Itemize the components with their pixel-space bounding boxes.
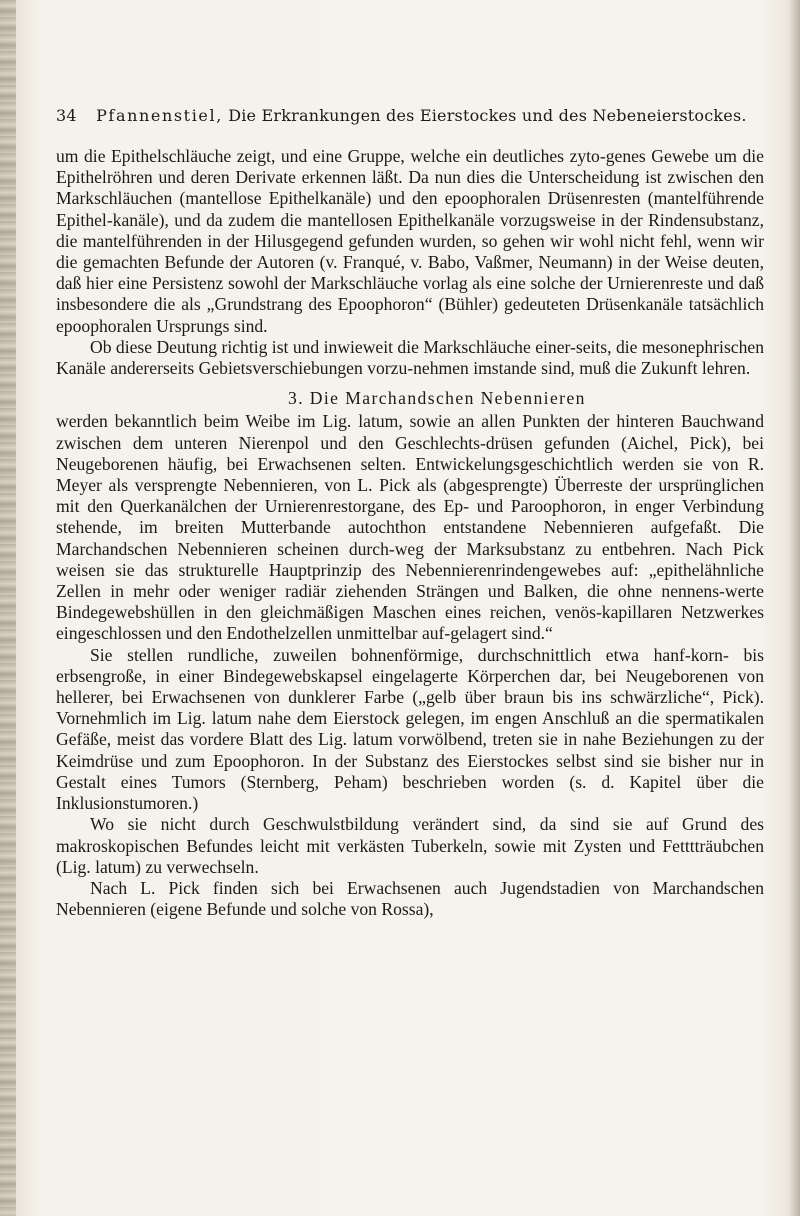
section-paragraph-2: Sie stellen rundliche, zuweilen bohnenförmige, durchschnittlich etwa hanf-korn- bis erbsengroße, in einer Bindegewebskapsel eingelagerte Körperchen dar, bei Neugeborenen von hellerer, bei Erwachsenen von dunklerer Farbe („gelb über braun bis ins schwärzliche“, Pick). Vornehmlich im Lig. latum nahe dem Eierstock gelegen, im engen Anschluß an die spermatikalen Gefäße, meist das vordere Blatt des Lig. latum vorwölbend, treten sie in nahe Beziehungen zu der Keimdrüse und zum Epoophoron. In der Substanz des Eierstockes selbst sind sie bisher nur in Gestalt eines Tumors (Sternberg, Peham) beschrieben worden (s. d. Kapitel über die Inklusionstumoren.) [56, 644, 764, 814]
paragraph-2: Ob diese Deutung richtig ist und inwieweit die Markschläuche einer-seits, die mesonephrischen Kanäle andererseits Gebietsverschiebungen vorzu-nehmen imstande sind, muß die Zukunft lehren. [56, 336, 764, 379]
page-number: 34 [56, 106, 77, 125]
body-text [56, 146, 764, 920]
book-binding-edge [0, 0, 16, 1216]
header-author: Pfannenstiel, [96, 106, 223, 125]
section-paragraph-4: Nach L. Pick finden sich bei Erwachsenen auch Jugendstadien von Marchandschen Nebennieren (eigene Befunde und solche von Rossa), [56, 877, 764, 920]
page-right-edge [790, 0, 800, 1216]
section-paragraph-3: Wo sie nicht durch Geschwulstbildung verändert sind, da sind sie auf Grund des makroskopischen Befundes leicht mit verkästen Tuberkeln, sowie mit Zysten und Fetttträubchen (Lig. latum) zu verwechseln. [56, 814, 764, 877]
paragraph-1: um die Epithelschläuche zeigt, und eine Gruppe, welche ein deutliches zyto-genes Gewebe um die Epithelröhren und deren Derivate erkennen läßt. Da nun dies die Unterscheidung ist zwischen den Markschläuchen (mantellose Epithelkanäle) und den epoophoralen Drüsenresten (mantelführende Epithel-kanäle), und da zudem die mantellosen Epithelkanäle vorzugsweise in der Rindensubstanz, die mantelführenden in der Hilusgegend gefunden wurden, so gehen wir wohl nicht fehl, wenn wir die gemachten Befunde der Autoren (v. Franqué, v. Babo, Vaßmer, Neumann) in der Weise deuten, daß hier eine Persistenz sowohl der Markschläuche vorlag als eine solche der Urnierenreste und daß insbesondere die als „Grundstrang des Epoophoron“ (Bühler) gedeuteten Drüsenkanäle tatsächlich epoophoralen Ursprungs sind. [56, 146, 764, 336]
section-paragraph-1: werden bekanntlich beim Weibe im Lig. latum, sowie an allen Punkten der hinteren Bauchwand zwischen dem unteren Nierenpol und den Geschlechts-drüsen gefunden (Aichel, Pick), bei Neugeborenen häufig, bei Erwachsenen selten. Entwickelungsgeschichtlich werden sie von R. Meyer als versprengte Nebennieren, von L. Pick als (abgesprengte) Überreste der ursprünglichen mit den Querkanälchen der Urnierenrestorgane, des Ep- und Paroophoron, in enger Verbindung stehende, im breiten Mutterbande autochthon entstandene Nebennieren aufgefaßt. Die Marchandschen Nebennieren scheinen durch-weg der Marksubstanz zu entbehren. Nach Pick weisen sie das strukturelle Hauptprinzip des Nebennierenrindengewebes auf: „epithelähnliche Zellen in mehr oder weniger radiär ziehenden Strängen und Balken, die ohne nennens-werte Bindegewebshüllen in den gleichmäßigen Maschen eines reichen, venös-kapillaren Netzwerkes eingeschlossen und den Endothelzellen unmittelbar auf-gelagert sind.“ [56, 411, 764, 644]
running-header [56, 106, 776, 125]
section-heading: 3. Die Marchandschen Nebennieren [288, 388, 586, 409]
header-title: Die Erkrankungen des Eierstockes und des Nebeneierstockes. [228, 106, 747, 125]
